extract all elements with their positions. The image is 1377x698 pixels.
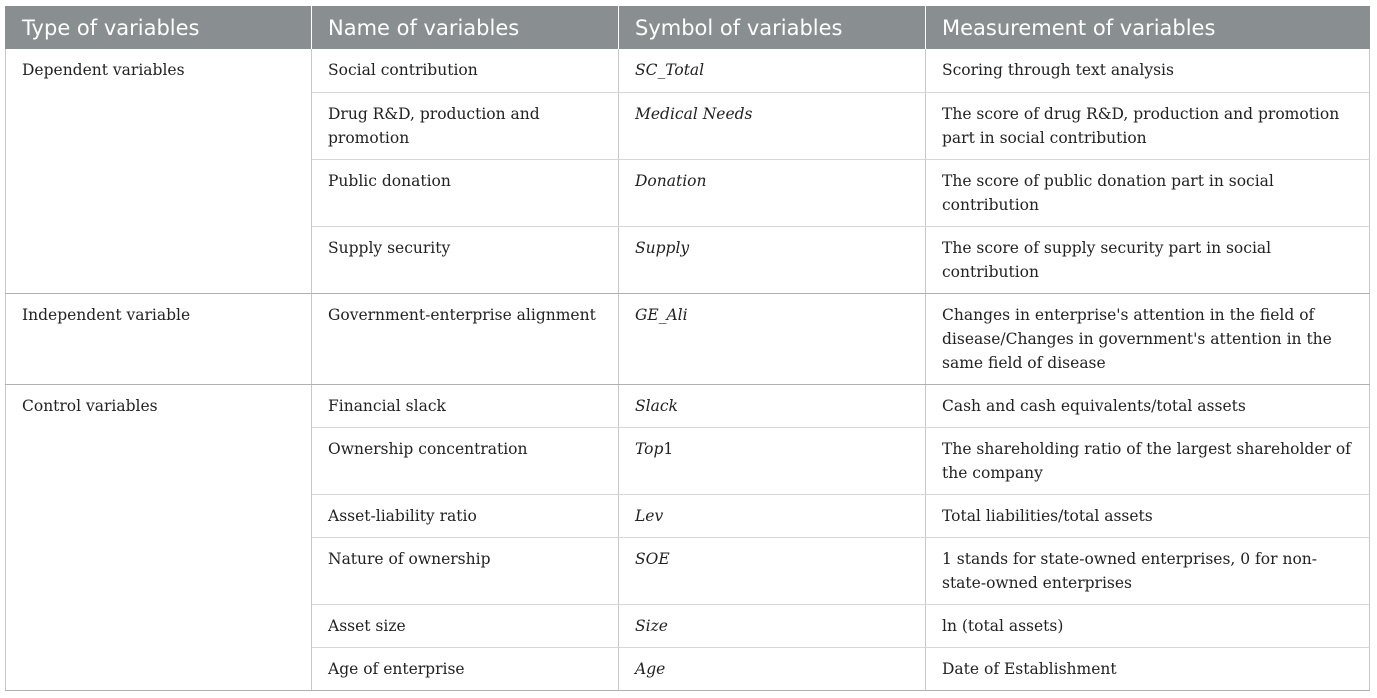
variable-name: Drug R&D, production and promotion xyxy=(312,92,619,159)
table-row xyxy=(6,293,1370,384)
header-row xyxy=(6,6,1370,49)
variable-symbol: GE_Ali xyxy=(619,293,926,384)
variable-measurement: 1 stands for state-owned enterprises, 0 for non-state-owned enterprises xyxy=(926,537,1370,604)
variable-symbol: Age xyxy=(619,647,926,690)
variable-symbol: Lev xyxy=(619,494,926,537)
variable-measurement: Date of Establishment xyxy=(926,647,1370,690)
variable-symbol: Medical Needs xyxy=(619,92,926,159)
variable-name: Nature of ownership xyxy=(312,537,619,604)
variable-symbol: SOE xyxy=(619,537,926,604)
variable-name: Asset size xyxy=(312,604,619,647)
variable-name: Financial slack xyxy=(312,384,619,427)
variable-symbol xyxy=(619,427,926,494)
group-type-control: Control variables xyxy=(6,384,312,690)
symbol-italic-part: Top xyxy=(635,439,664,458)
variables-table xyxy=(5,6,1370,691)
variable-name: Age of enterprise xyxy=(312,647,619,690)
table-row xyxy=(6,384,1370,427)
variable-name: Ownership concentration xyxy=(312,427,619,494)
variable-name: Supply security xyxy=(312,226,619,293)
variable-measurement: The score of drug R&D, production and promotion part in social contribution xyxy=(926,92,1370,159)
variable-name: Government-enterprise alignment xyxy=(312,293,619,384)
variable-measurement: Changes in enterprise's attention in the field of disease/Changes in government's attention in the same field of disease xyxy=(926,293,1370,384)
group-type-independent: Independent variable xyxy=(6,293,312,384)
variable-symbol: Slack xyxy=(619,384,926,427)
variable-measurement: The score of public donation part in social contribution xyxy=(926,159,1370,226)
variable-measurement: ln (total assets) xyxy=(926,604,1370,647)
variable-name: Public donation xyxy=(312,159,619,226)
variable-measurement: Scoring through text analysis xyxy=(926,49,1370,92)
group-type-dependent: Dependent variables xyxy=(6,49,312,293)
variable-measurement: The shareholding ratio of the largest shareholder of the company xyxy=(926,427,1370,494)
variable-symbol: SC_Total xyxy=(619,49,926,92)
variable-symbol: Supply xyxy=(619,226,926,293)
header-symbol: Symbol of variables xyxy=(619,6,926,49)
table-header xyxy=(6,6,1370,49)
variable-measurement: Total liabilities/total assets xyxy=(926,494,1370,537)
table-body xyxy=(6,49,1370,690)
header-type: Type of variables xyxy=(6,6,312,49)
header-name: Name of variables xyxy=(312,6,619,49)
symbol-plain-part: 1 xyxy=(663,439,674,458)
variable-measurement: The score of supply security part in social contribution xyxy=(926,226,1370,293)
table-row xyxy=(6,49,1370,92)
variable-name: Asset-liability ratio xyxy=(312,494,619,537)
variable-name: Social contribution xyxy=(312,49,619,92)
variables-table-container xyxy=(5,6,1369,691)
variable-measurement: Cash and cash equivalents/total assets xyxy=(926,384,1370,427)
variable-symbol: Size xyxy=(619,604,926,647)
variable-symbol: Donation xyxy=(619,159,926,226)
header-measurement: Measurement of variables xyxy=(926,6,1370,49)
